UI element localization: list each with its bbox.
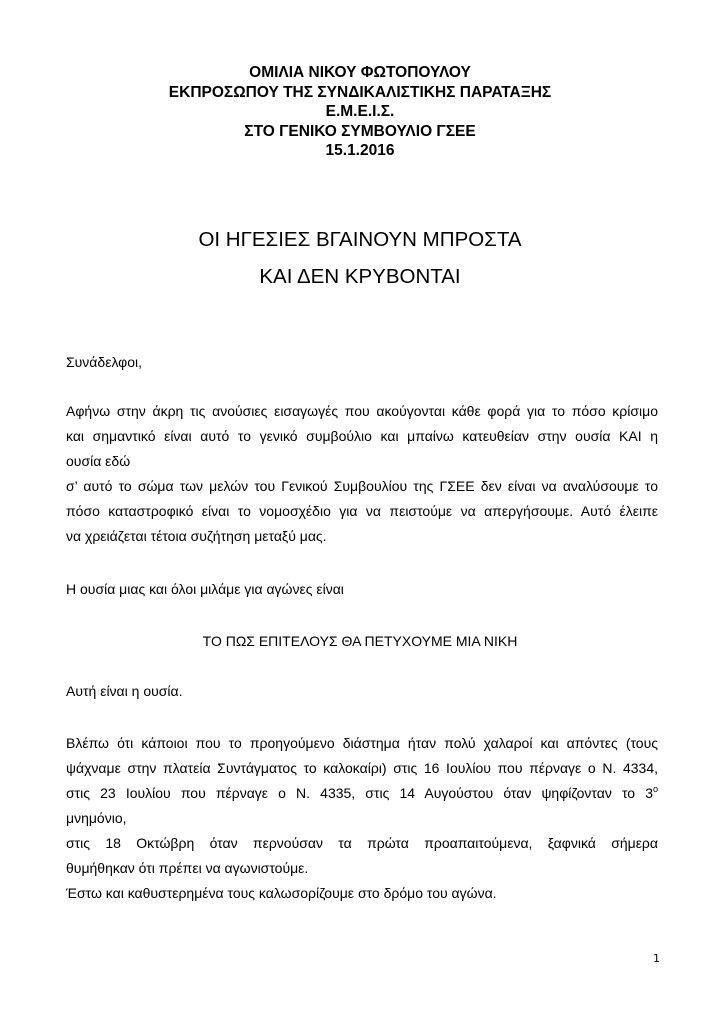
paragraph-2: Η ουσία μιας και όλοι μιλάμε για αγώνες είναι	[66, 581, 344, 597]
header-organization: Ε.Μ.Ε.Ι.Σ.	[325, 103, 395, 120]
paragraph-3: Αυτή είναι η ουσία.	[66, 683, 183, 699]
paragraph-line: ψάχναμε στην πλατεία Συντάγματος το καλοκαίρι) στις 16 Ιουλίου που πέρναγε ο Ν. 4334,	[66, 760, 658, 776]
document-title-line-2: ΚΑΙ ΔΕΝ ΚΡΥΒΟΝΤΑΙ	[259, 265, 461, 288]
paragraph-line: θυμήθηκαν ότι πρέπει να αγωνιστούμε.	[66, 860, 309, 876]
paragraph-line: πόσο καταστροφικό είναι το νομοσχέδιο για να πειστούμε να απεργήσουμε. Αυτό έλειπε	[66, 503, 658, 519]
header-role: ΕΚΠΡΟΣΩΠΟΥ ΤΗΣ ΣΥΝΔΙΚΑΛΙΣΤΙΚΗΣ ΠΑΡΑΤΑΞΗΣ	[168, 83, 552, 101]
paragraph-line: Αφήνω στην άκρη τις ανούσιες εισαγωγές που ακούγονται κάθε φορά για το πόσο κρίσιμο	[66, 403, 658, 419]
paragraph-line: μνημόνιο,	[66, 810, 127, 826]
paragraph-line: στις 18 Οκτώβρη όταν περνούσαν τα πρώτα προαπαιτούμενα, ξαφνικά σήμερα	[66, 835, 658, 851]
header-speaker: ΟΜΙΛΙΑ ΝΙΚΟΥ ΦΩΤΟΠΟΥΛΟΥ	[249, 64, 471, 81]
header-venue: ΣΤΟ ΓΕΝΙΚΟ ΣΥΜΒΟΥΛΙΟ ΓΣΕΕ	[244, 122, 476, 140]
paragraph-1	[66, 399, 658, 549]
paragraph-4	[66, 731, 658, 906]
paragraph-line: ουσία εδώ	[66, 453, 131, 469]
page-number: 1	[653, 952, 660, 965]
paragraph-line: και σημαντικό είναι αυτό το γενικό συμβούλιο και μπαίνω κατευθείαν στην ουσία ΚΑΙ η	[66, 428, 658, 444]
document-title-line-1: ΟΙ ΗΓΕΣΙΕΣ ΒΓΑΙΝΟΥΝ ΜΠΡΟΣΤΑ	[198, 228, 522, 251]
paragraph-line: Βλέπω ότι κάποιοι που το προηγούμενο διάστημα ήταν πολύ χαλαροί και απόντες (τους	[66, 735, 658, 751]
document-header	[0, 63, 720, 161]
salutation: Συνάδελφοι,	[66, 354, 143, 370]
paragraph-line-text: στις 23 Ιουλίου που πέρναγε ο Ν. 4335, στις 14 Αυγούστου όταν ψηφίζονταν το 3	[66, 785, 653, 801]
emphasis-line: ΤΟ ΠΩΣ ΕΠΙΤΕΛΟΥΣ ΘΑ ΠΕΤΥΧΟΥΜΕ ΜΙΑ ΝΙΚΗ	[202, 633, 518, 649]
paragraph-line	[66, 781, 658, 806]
paragraph-line: Έστω και καθυστερημένα τους καλωσορίζουμε στο δρόμο του αγώνα.	[66, 885, 497, 901]
header-date: 15.1.2016	[325, 142, 395, 159]
paragraph-line: να χρειάζεται τέτοια συζήτηση μεταξύ μας.	[66, 528, 327, 544]
paragraph-line: σ’ αυτό το σώμα των μελών του Γενικού Συμβουλίου της ΓΣΕΕ δεν είναι να αναλύσουμε το	[66, 478, 658, 494]
ordinal-superscript: ο	[652, 784, 658, 794]
